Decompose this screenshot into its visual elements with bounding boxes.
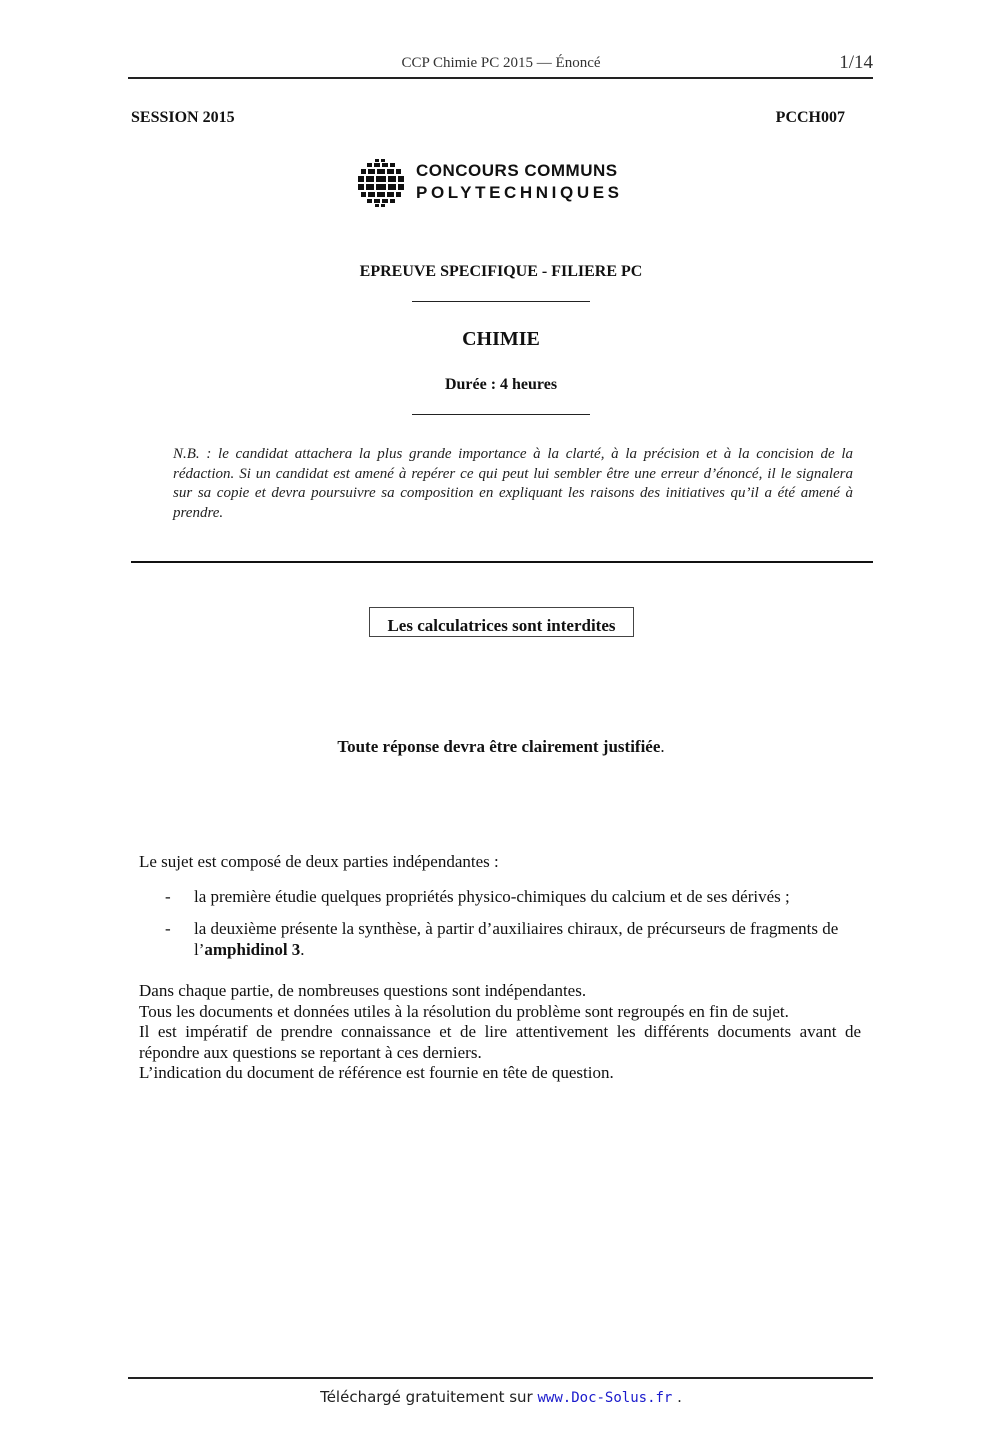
exam-code: PCCH007 [775, 109, 845, 126]
paragraph-line: répondre aux questions se reportant à ces derniers. [139, 1042, 482, 1062]
footer-link[interactable]: www.Doc-Solus.fr [537, 1390, 673, 1406]
page-number: 1/14 [839, 52, 873, 73]
instructions-paragraph [139, 981, 861, 1084]
footer-text: Téléchargé gratuitement sur [320, 1388, 533, 1406]
footer-rule [128, 1377, 873, 1379]
title-rule [412, 301, 590, 302]
duration: Durée : 4 heures [444, 376, 558, 393]
section-rule [131, 561, 873, 563]
list-item-text-after: . [300, 940, 305, 959]
list-item-text [194, 918, 864, 960]
logo-line-2: POLYTECHNIQUES [416, 183, 623, 202]
list-dash: - [165, 919, 171, 938]
session-label: SESSION 2015 [131, 109, 235, 126]
epreuve-title: EPREUVE SPECIFIQUE - FILIERE PC [359, 263, 643, 280]
logo-line-1: CONCOURS COMMUNS [416, 161, 618, 180]
paragraph-line: Tous les documents et données utiles à la résolution du problème sont regroupés en fin de sujet. [139, 1001, 789, 1021]
paragraph-line: L’indication du document de référence est fournie en tête de question. [139, 1063, 614, 1083]
justify-notice [0, 737, 981, 757]
nb-note: N.B. : le candidat attachera la plus grande importance à la clarté, à la précision et à la concision de la rédaction. Si un candidat est amené à repérer ce qui peut lui sembler être une erreur d’énoncé, il le signalera sur sa copie et devra poursuivre sa composition en expliquant les raisons des initiatives qu’il a été amené à prendre. [173, 446, 853, 521]
justify-notice-bold: Toute réponse devra être clairement justifiée [337, 737, 661, 756]
ccp-logo [356, 158, 646, 208]
list-item-text-before: la deuxième présente la synthèse, à partir d’auxiliaires chiraux, de précurseurs de fragments de l’ [194, 919, 839, 959]
header-rule [128, 77, 873, 79]
running-title: CCP Chimie PC 2015 — Énoncé [401, 55, 601, 71]
subject-title: CHIMIE [462, 328, 540, 350]
calculators-notice: Les calculatrices sont interdites [369, 607, 634, 637]
justify-notice-end: . [660, 737, 665, 756]
globe-grid-icon [356, 158, 406, 208]
paragraph-line: Il est impératif de prendre connaissance et de lire attentivement les différents documents avant de [139, 1022, 861, 1042]
list-dash: - [165, 887, 171, 906]
intro-text: Le sujet est composé de deux parties indépendantes : [139, 852, 499, 871]
footer-end: . [677, 1388, 682, 1406]
amphidinol-name: amphidinol 3 [204, 940, 301, 959]
duration-rule [412, 414, 590, 415]
footer [0, 1388, 981, 1406]
list-item-text: la première étudie quelques propriétés physico-chimiques du calcium et de ses dérivés ; [194, 887, 790, 906]
paragraph-line: Dans chaque partie, de nombreuses questions sont indépendantes. [139, 981, 587, 1000]
